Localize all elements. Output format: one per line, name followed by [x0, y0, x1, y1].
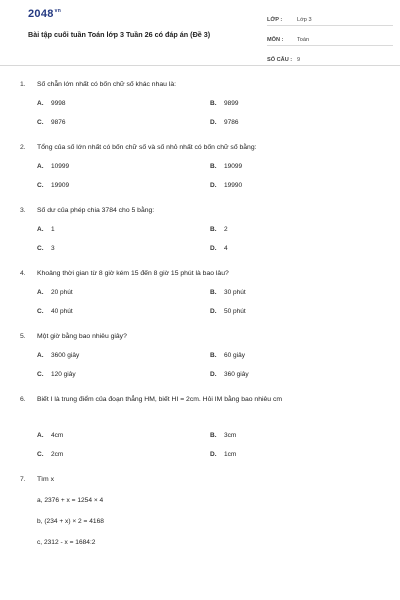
- answer-option[interactable]: [210, 450, 360, 460]
- question-list: [20, 80, 384, 563]
- answer-letter: B.: [210, 226, 217, 233]
- answer-letter: A.: [37, 352, 44, 359]
- meta-row-subject: [267, 34, 393, 46]
- answer-text: 19990: [224, 182, 243, 189]
- answer-option[interactable]: [37, 244, 210, 254]
- answer-letter: A.: [37, 226, 44, 233]
- answer-text: 60 giây: [224, 352, 245, 359]
- answer-text: 9998: [51, 100, 66, 107]
- answer-option[interactable]: [37, 118, 210, 128]
- answer-text: 1cm: [224, 451, 237, 458]
- answer-text: 19909: [51, 182, 70, 189]
- answer-letter: D.: [210, 119, 217, 126]
- answer-letter: C.: [37, 451, 44, 458]
- answer-letter: A.: [37, 432, 44, 439]
- answer-letter: B.: [210, 163, 217, 170]
- answer-option[interactable]: [37, 288, 210, 298]
- answer-text: 1: [51, 226, 55, 233]
- answer-option[interactable]: [210, 307, 360, 317]
- question-text: Tổng của số lớn nhất có bốn chữ số và số nhỏ nhất có bốn chữ số bằng:: [37, 144, 257, 151]
- answer-option[interactable]: [210, 244, 360, 254]
- answer-letter: B.: [210, 432, 217, 439]
- question-number: 7.: [20, 476, 26, 483]
- answer-text: 3cm: [224, 432, 237, 439]
- answer-option[interactable]: [210, 370, 360, 380]
- question-number: 1.: [20, 81, 26, 88]
- answer-letter: A.: [37, 289, 44, 296]
- answer-option[interactable]: [37, 225, 210, 235]
- question-number: 4.: [20, 270, 26, 277]
- answer-option[interactable]: [210, 162, 360, 172]
- answer-text: 30 phút: [224, 289, 246, 296]
- answer-option[interactable]: [37, 351, 210, 361]
- question-number: 2.: [20, 144, 26, 151]
- answer-letter: C.: [37, 308, 44, 315]
- answer-options: [37, 288, 384, 317]
- question-text: Tìm x: [37, 476, 54, 483]
- question-6: [20, 395, 384, 460]
- answer-letter: B.: [210, 352, 217, 359]
- answer-text: 4cm: [51, 432, 64, 439]
- meta-value: Lớp 3: [297, 16, 312, 23]
- answer-letter: C.: [37, 119, 44, 126]
- question-number: 5.: [20, 333, 26, 340]
- answer-option[interactable]: [210, 99, 360, 109]
- answer-letter: A.: [37, 163, 44, 170]
- meta-value: Toán: [297, 36, 310, 43]
- answer-option[interactable]: [210, 431, 360, 441]
- subquestion-a: a, 2376 + x = 1254 × 4: [37, 497, 104, 504]
- question-7: [20, 475, 384, 548]
- answer-text: 9786: [224, 119, 239, 126]
- answer-text: 3600 giây: [51, 352, 80, 359]
- worksheet-header: [14, 0, 386, 62]
- document-title: Bài tập cuối tuần Toán lớp 3 Tuần 26 có đáp án (Đề 3): [28, 30, 211, 39]
- answer-options: [37, 99, 384, 128]
- answer-text: 120 giây: [51, 371, 76, 378]
- answer-text: 9899: [224, 100, 239, 107]
- question-text: Khoảng thời gian từ 8 giờ kém 15 đến 8 giờ 15 phút là bao lâu?: [37, 270, 229, 277]
- question-3: [20, 206, 384, 254]
- answer-text: 10999: [51, 163, 70, 170]
- answer-letter: B.: [210, 100, 217, 107]
- answer-letter: D.: [210, 182, 217, 189]
- meta-key: SỐ CÂU :: [267, 56, 293, 63]
- question-text: Số dư của phép chia 3784 cho 5 bằng:: [37, 207, 155, 214]
- answer-text: 50 phút: [224, 308, 246, 315]
- answer-letter: A.: [37, 100, 44, 107]
- answer-letter: C.: [37, 371, 44, 378]
- answer-text: 20 phút: [51, 289, 73, 296]
- meta-key: MÔN :: [267, 36, 284, 43]
- question-number: 6.: [20, 396, 26, 403]
- answer-text: 360 giây: [224, 371, 249, 378]
- question-5: [20, 332, 384, 380]
- subquestion-c: c, 2312 - x = 1684:2: [37, 539, 96, 546]
- answer-option[interactable]: [210, 225, 360, 235]
- answer-text: 4: [224, 245, 228, 252]
- answer-text: 2: [224, 226, 228, 233]
- answer-text: 2cm: [51, 451, 64, 458]
- answer-text: 3: [51, 245, 55, 252]
- answer-options: [37, 431, 384, 460]
- answer-letter: D.: [210, 371, 217, 378]
- answer-option[interactable]: [37, 307, 210, 317]
- meta-row-class: [267, 14, 393, 26]
- answer-letter: D.: [210, 451, 217, 458]
- answer-option[interactable]: [37, 162, 210, 172]
- answer-option[interactable]: [37, 370, 210, 380]
- meta-value: 9: [297, 56, 301, 63]
- answer-letter: C.: [37, 245, 44, 252]
- answer-options: [37, 162, 384, 191]
- answer-text: 9876: [51, 119, 66, 126]
- logo-text: 2048: [28, 8, 54, 20]
- answer-text: 40 phút: [51, 308, 73, 315]
- question-text: Biết I là trung điểm của đoạn thẳng HM, biết HI = 2cm. Hỏi IM bằng bao nhiêu cm: [37, 396, 283, 403]
- answer-letter: C.: [37, 182, 44, 189]
- question-text: Số chẵn lớn nhất có bốn chữ số khác nhau là:: [37, 81, 176, 88]
- subquestion-b: b, (234 + x) × 2 = 4168: [37, 518, 104, 525]
- question-text: Một giờ bằng bao nhiêu giây?: [37, 333, 127, 340]
- meta-key: LỚP :: [267, 16, 283, 23]
- answer-options: [37, 351, 384, 380]
- answer-option[interactable]: [37, 450, 210, 460]
- site-logo[interactable]: [28, 8, 61, 20]
- answer-option[interactable]: [210, 118, 360, 128]
- answer-option[interactable]: [210, 351, 360, 361]
- answer-options: [37, 225, 384, 254]
- answer-option[interactable]: [37, 181, 210, 191]
- answer-letter: D.: [210, 308, 217, 315]
- answer-option[interactable]: [210, 181, 360, 191]
- question-number: 3.: [20, 207, 26, 214]
- answer-option[interactable]: [210, 288, 360, 298]
- answer-text: 19099: [224, 163, 243, 170]
- logo-suffix: vn: [54, 8, 62, 15]
- answer-option[interactable]: [37, 99, 210, 109]
- header-divider: [0, 65, 400, 66]
- question-1: [20, 80, 384, 128]
- answer-option[interactable]: [37, 431, 210, 441]
- answer-letter: B.: [210, 289, 217, 296]
- answer-letter: D.: [210, 245, 217, 252]
- question-2: [20, 143, 384, 191]
- question-4: [20, 269, 384, 317]
